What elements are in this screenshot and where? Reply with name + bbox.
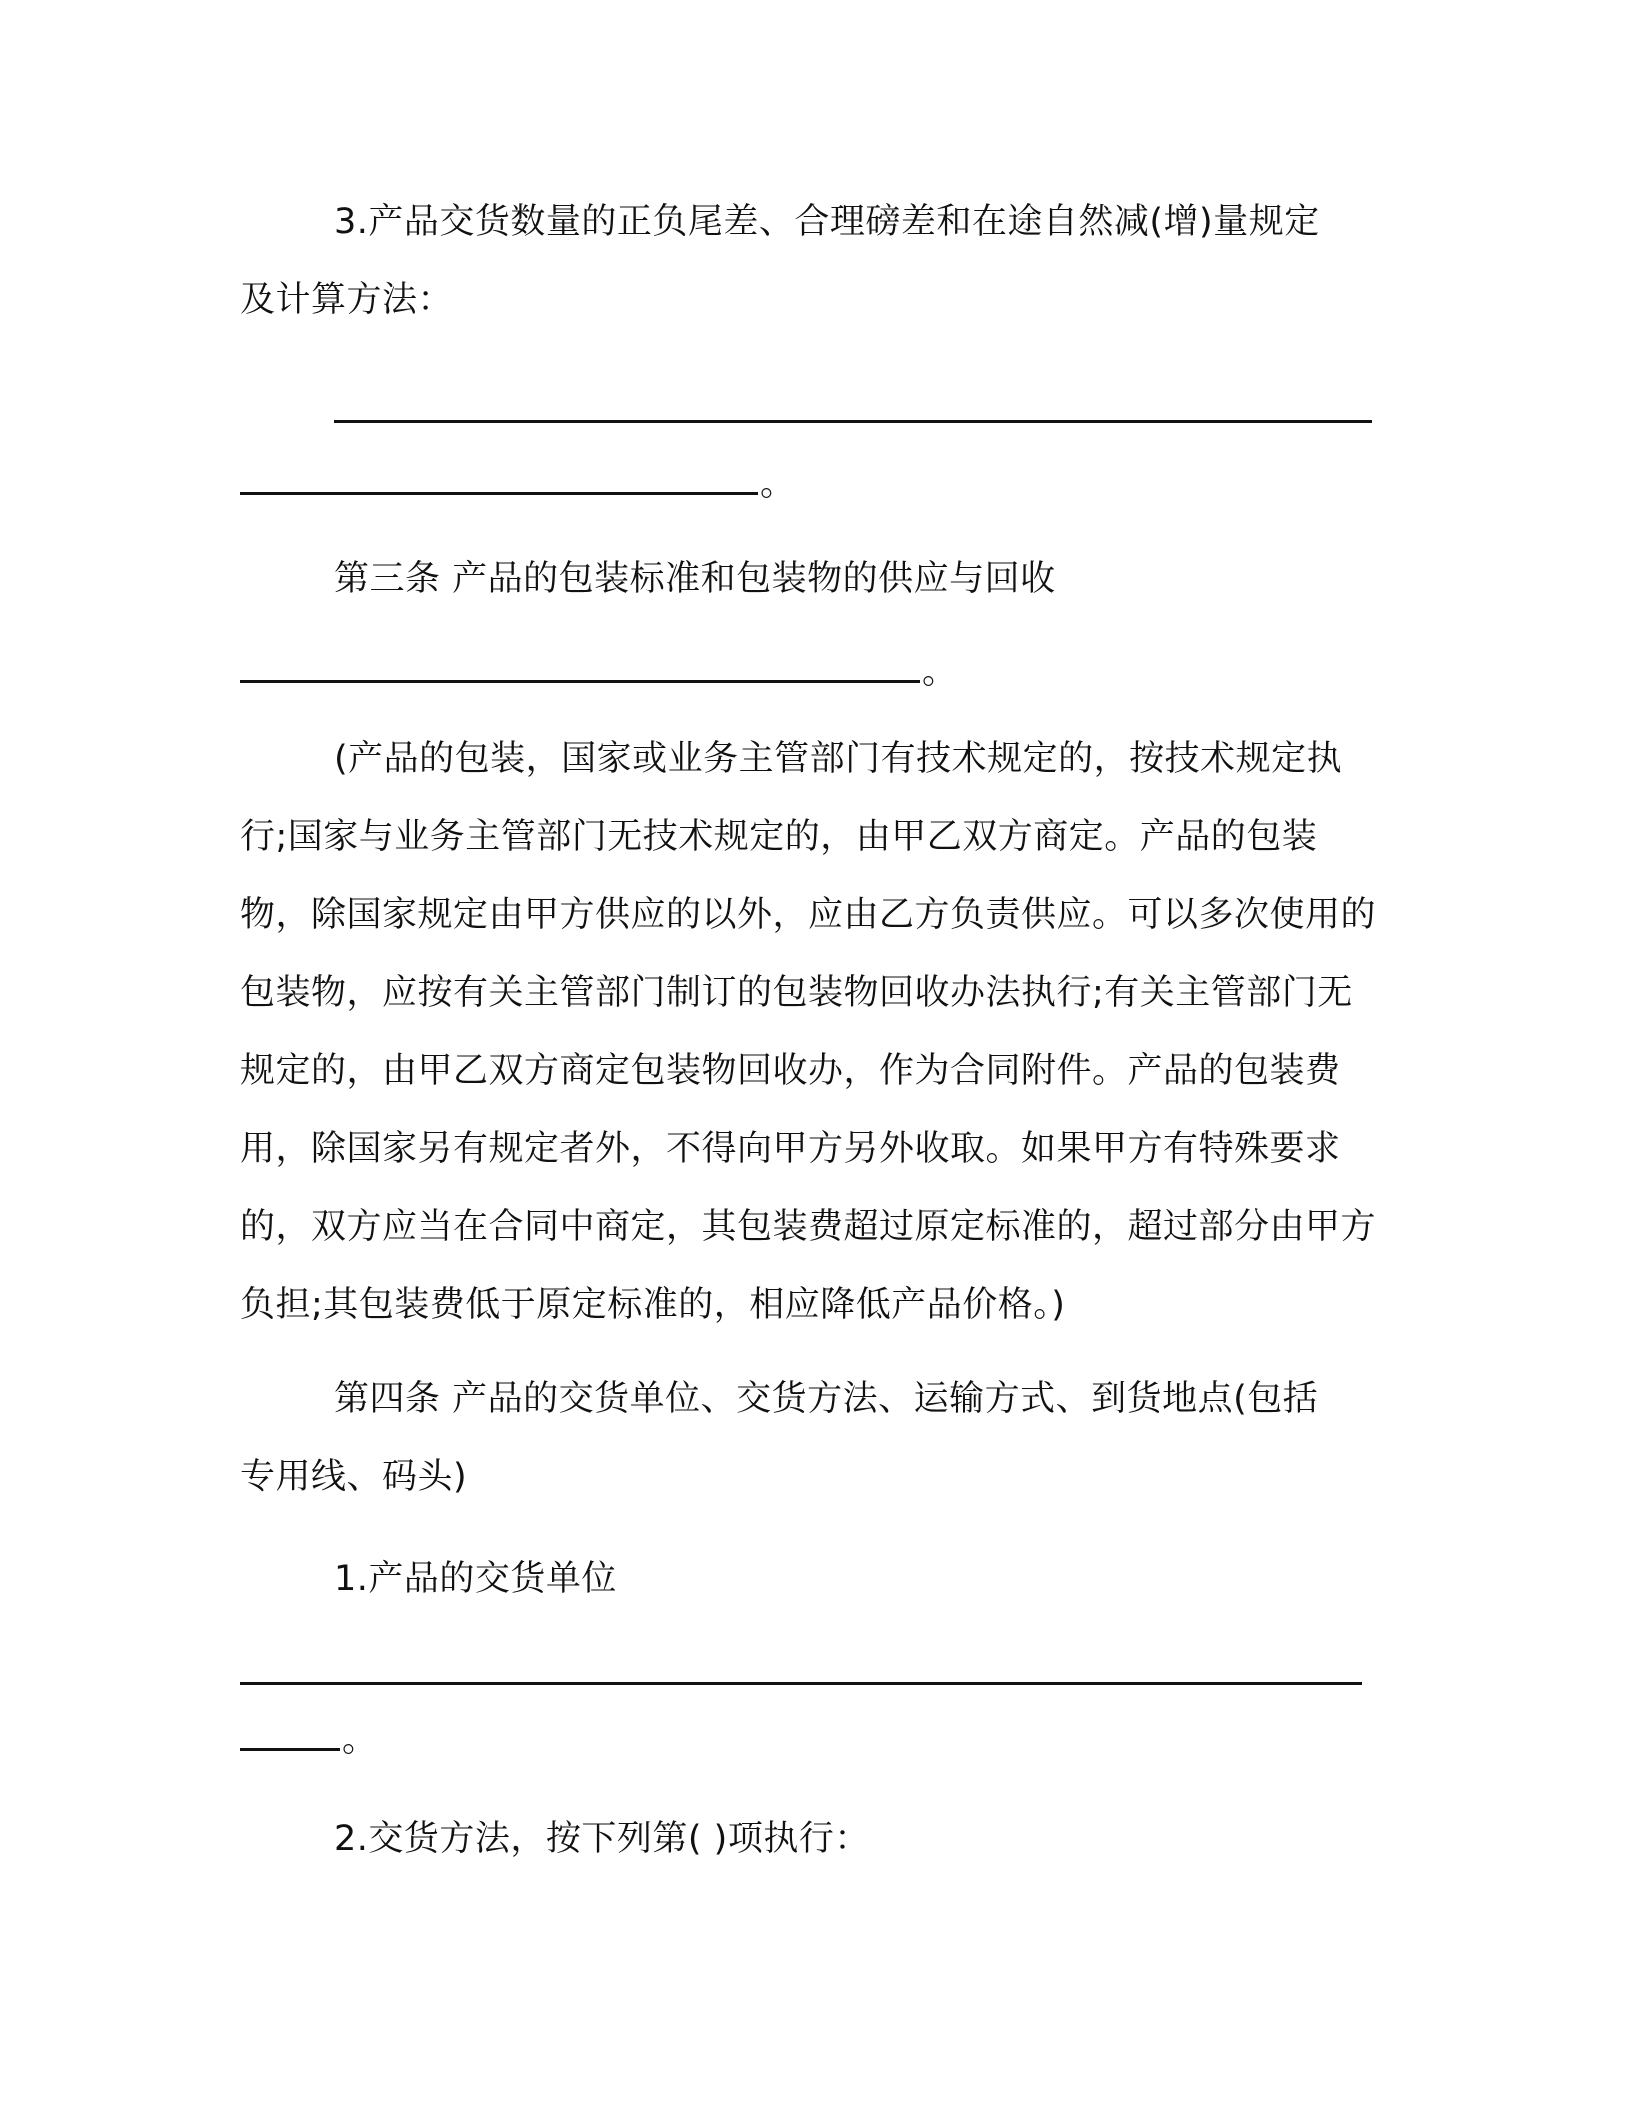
fill-in-blank-2[interactable]: [240, 680, 920, 683]
fill-in-blank-1a[interactable]: [334, 420, 1372, 423]
fill-in-blank-3a[interactable]: [240, 1682, 1362, 1685]
blank-3-end-mark: 。: [342, 1720, 378, 1760]
fill-in-blank-3b[interactable]: [240, 1748, 340, 1751]
item-3-line-2: 及计算方法：: [240, 280, 454, 320]
blank-1-end-mark: 。: [760, 464, 796, 504]
blank-2-end-mark: 。: [922, 652, 958, 692]
article-4-line-1: 第四条 产品的交货单位、交货方法、运输方式、到货地点(包括: [334, 1379, 1319, 1419]
item-1-title: 1.产品的交货单位: [334, 1559, 617, 1599]
item-3-line-1: 3.产品交货数量的正负尾差、合理磅差和在途自然减(增)量规定: [334, 202, 1320, 242]
item-2-title: 2.交货方法，按下列第( )项执行：: [334, 1819, 870, 1859]
packaging-paragraph: (产品的包装，国家或业务主管部门有技术规定的，按技术规定执行;国家与业务主管部门无技术规定的，由甲乙双方商定。产品的包装物，除国家规定由甲方供应的以外，应由乙方负责供应。可以多次使用的包装物，应按有关主管部门制订的包装物回收办法执行;有关主管部门无规定的，由甲乙双方商定包装物回收办，作为合同附件。产品的包装费用，除国家另有规定者外，不得向甲方另外收取。如果甲方有特殊要求的，双方应当在合同中商定，其包装费超过原定标准的，超过部分由甲方负担;其包装费低于原定标准的，相应降低产品价格。): [240, 739, 1377, 1325]
article-4-line-2: 专用线、码头): [240, 1457, 468, 1497]
article-3-title: 第三条 产品的包装标准和包装物的供应与回收: [334, 559, 1056, 599]
fill-in-blank-1b[interactable]: [240, 492, 758, 495]
